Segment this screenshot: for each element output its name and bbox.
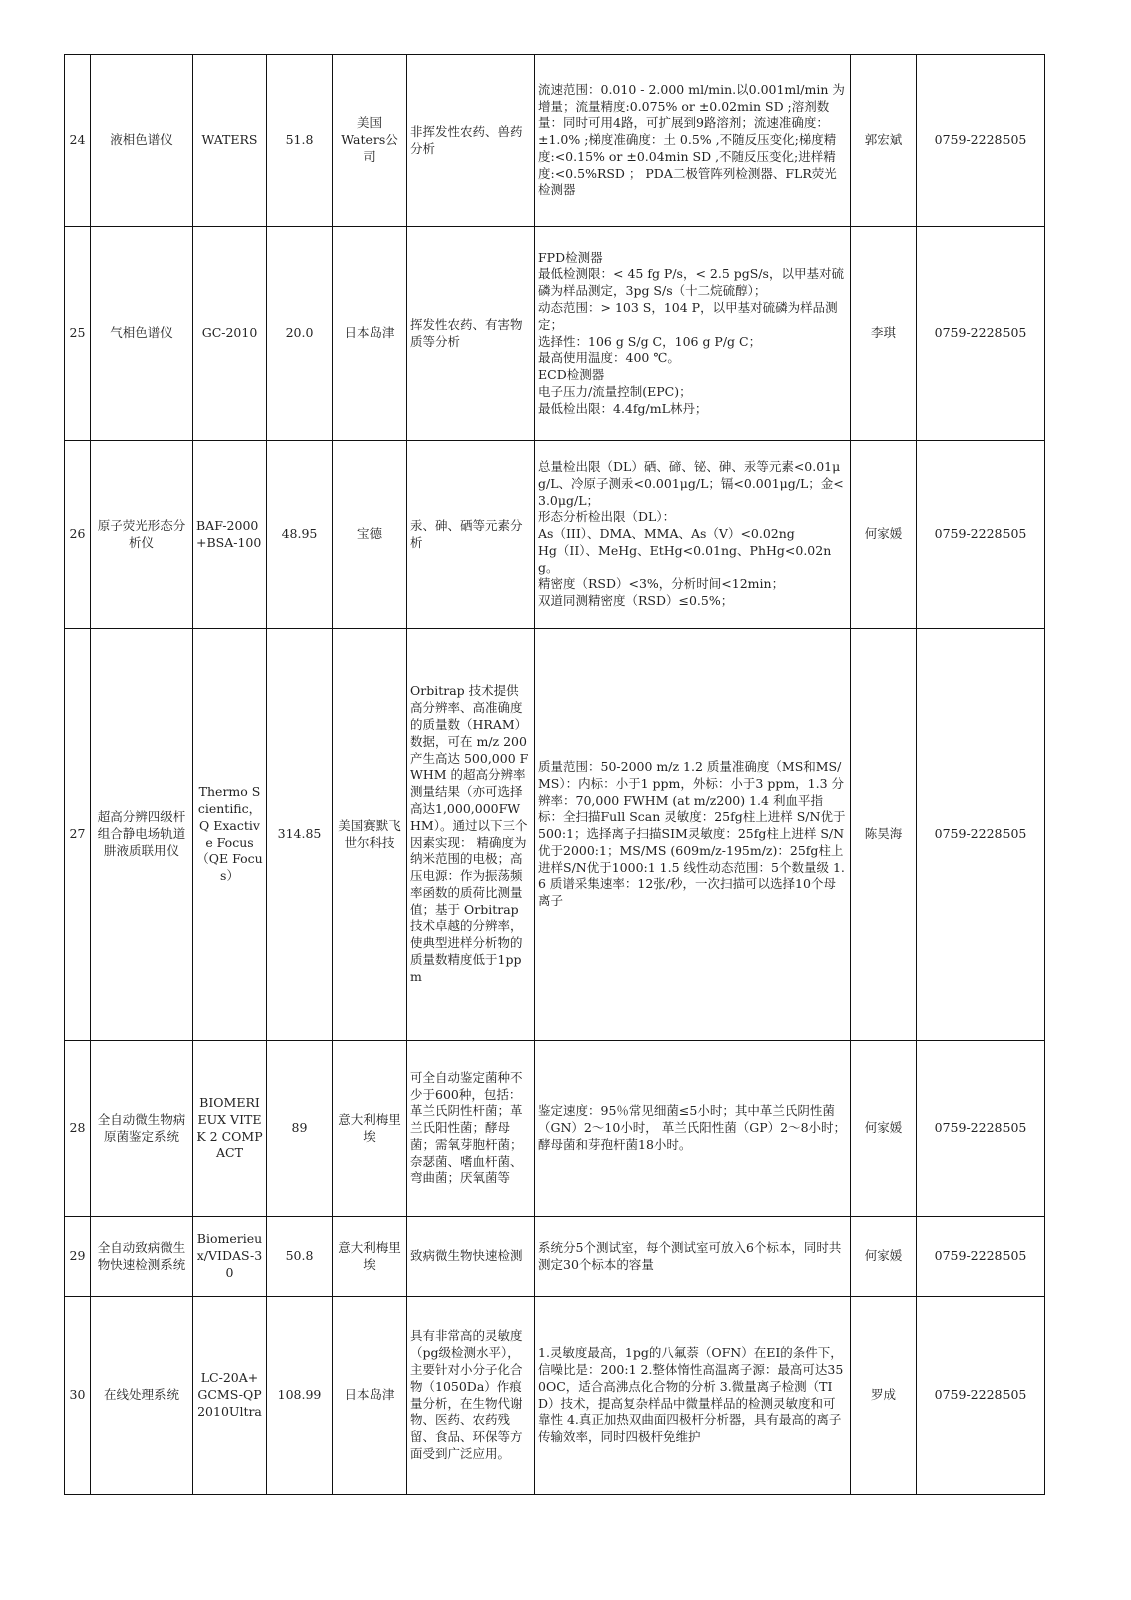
- instrument-use: 致病微生物快速检测: [407, 1217, 535, 1297]
- instrument-price: 50.8: [267, 1217, 333, 1297]
- instrument-use: 挥发性农药、有害物质等分析: [407, 227, 535, 441]
- instrument-maker: 日本岛津: [333, 1297, 407, 1495]
- instrument-model: BIOMERIEUX VITEK 2 COMPACT: [193, 1041, 267, 1217]
- instrument-name: 液相色谱仪: [91, 55, 193, 227]
- instrument-model: BAF-2000+BSA-100: [193, 441, 267, 629]
- contact-phone: 0759-2228505: [917, 441, 1045, 629]
- row-number: 26: [65, 441, 91, 629]
- contact-person: 罗成: [851, 1297, 917, 1495]
- row-number: 24: [65, 55, 91, 227]
- table-row: [65, 227, 1045, 441]
- contact-person: 李琪: [851, 227, 917, 441]
- equipment-table: [64, 54, 1045, 1495]
- contact-person: 何家媛: [851, 441, 917, 629]
- instrument-spec: 鉴定速度：95％常见细菌≤5小时；其中革兰氏阴性菌（GN）2～10小时， 革兰氏阳性菌（GP）2～8小时；酵母菌和芽孢杆菌18小时。: [535, 1041, 851, 1217]
- instrument-name: 气相色谱仪: [91, 227, 193, 441]
- instrument-use: Orbitrap 技术提供高分辨率、高准确度的质量数（HRAM）数据，可在 m/z 200 产生高达 500,000 FWHM 的超高分辨率测量结果（亦可选择高达1,000,000FWHM）。通过以下三个因素实现： 精确度为纳米范围的电极；高压电源：作为振荡频率函数的质荷比测量值；基于 Orbitrap 技术卓越的分辨率，使典型进样分析物的质量数精度低于1ppm: [407, 629, 535, 1041]
- table-row: [65, 1217, 1045, 1297]
- instrument-spec: 质量范围：50-2000 m/z 1.2 质量准确度（MS和MS/MS）：内标：小于1 ppm，外标：小于3 ppm，1.3 分辨率：70,000 FWHM (at m/z200) 1.4 利血平指标：全扫描Full Scan 灵敏度：25fg柱上进样 S/N优于500:1；选择离子扫描SIM灵敏度：25fg柱上进样 S/N优于2000:1；MS/MS (609m/z-195m/z)：25fg柱上进样S/N优于1000:1 1.5 线性动态范围：5个数量级 1.6 质谱采集速率：12张/秒，一次扫描可以选择10个母离子: [535, 629, 851, 1041]
- row-number: 30: [65, 1297, 91, 1495]
- instrument-maker: 意大利梅里埃: [333, 1217, 407, 1297]
- table-row: [65, 55, 1045, 227]
- table-row: [65, 1297, 1045, 1495]
- instrument-price: 314.85: [267, 629, 333, 1041]
- contact-person: 陈昊海: [851, 629, 917, 1041]
- instrument-price: 20.0: [267, 227, 333, 441]
- instrument-model: Biomerieux/VIDAS-30: [193, 1217, 267, 1297]
- contact-phone: 0759-2228505: [917, 227, 1045, 441]
- instrument-maker: 意大利梅里埃: [333, 1041, 407, 1217]
- contact-phone: 0759-2228505: [917, 1297, 1045, 1495]
- instrument-model: Thermo Scientific，Q Exactive Focus（QE Focus）: [193, 629, 267, 1041]
- instrument-use: 非挥发性农药、兽药分析: [407, 55, 535, 227]
- instrument-model: GC-2010: [193, 227, 267, 441]
- contact-person: 郭宏斌: [851, 55, 917, 227]
- instrument-name: 全自动微生物病原菌鉴定系统: [91, 1041, 193, 1217]
- instrument-maker: 美国赛默飞世尔科技: [333, 629, 407, 1041]
- instrument-name: 原子荧光形态分析仪: [91, 441, 193, 629]
- row-number: 29: [65, 1217, 91, 1297]
- contact-phone: 0759-2228505: [917, 629, 1045, 1041]
- instrument-price: 51.8: [267, 55, 333, 227]
- contact-person: 何家媛: [851, 1041, 917, 1217]
- instrument-spec: 1.灵敏度最高，1pg的八氟萘（OFN）在EI的条件下，信噪比是：200:1 2.整体惰性高温离子源：最高可达350OC，适合高沸点化合物的分析 3.微量离子检测（TID）技术，提高复杂样品中微量样品的检测灵敏度和可靠性 4.真正加热双曲面四极杆分析器，具有最高的离子传输效率，同时四极杆免维护: [535, 1297, 851, 1495]
- instrument-maker: 宝德: [333, 441, 407, 629]
- instrument-name: 全自动致病微生物快速检测系统: [91, 1217, 193, 1297]
- instrument-maker: 日本岛津: [333, 227, 407, 441]
- instrument-maker: 美国 Waters公 司: [333, 55, 407, 227]
- instrument-spec: 流速范围：0.010 - 2.000 ml/min.以0.001ml/min 为增量；流量精度:0.075% or ±0.02min SD ;溶剂数量：同时可用4路，可扩展到9路溶剂；流速准确度：±1.0% ;梯度准确度：土 0.5% ,不随反压变化;梯度精度:<0.15% or ±0.04min SD ,不随反压变化;进样精度:<0.5%RSD ； PDA二极管阵列检测器、FLR荧光检测器: [535, 55, 851, 227]
- contact-phone: 0759-2228505: [917, 55, 1045, 227]
- instrument-use: 具有非常高的灵敏度（pg级检测水平），主要针对小分子化合物（1050Da）作痕量分析，在生物代谢物、医药、农药残留、食品、环保等方面受到广泛应用。: [407, 1297, 535, 1495]
- instrument-price: 89: [267, 1041, 333, 1217]
- instrument-use: 可全自动鉴定菌种不少于600种，包括：革兰氏阴性杆菌；革兰氏阳性菌；酵母菌；需氧芽胞杆菌；奈瑟菌、嗜血杆菌、弯曲菌；厌氧菌等: [407, 1041, 535, 1217]
- row-number: 25: [65, 227, 91, 441]
- instrument-price: 48.95: [267, 441, 333, 629]
- instrument-name: 超高分辨四级杆组合静电场轨道肼液质联用仪: [91, 629, 193, 1041]
- table-row: [65, 441, 1045, 629]
- contact-person: 何家媛: [851, 1217, 917, 1297]
- instrument-price: 108.99: [267, 1297, 333, 1495]
- instrument-spec: 系统分5个测试室，每个测试室可放入6个标本，同时共测定30个标本的容量: [535, 1217, 851, 1297]
- instrument-use: 汞、砷、硒等元素分析: [407, 441, 535, 629]
- instrument-name: 在线处理系统: [91, 1297, 193, 1495]
- instrument-spec: 总量检出限（DL）硒、碲、铋、砷、汞等元素<0.01μg/L、冷原子测汞<0.001μg/L；镉<0.001μg/L；金<3.0μg/L； 形态分析检出限（DL）： As（III）、DMA、MMA、As（V）<0.02ng Hg（II）、MeHg、EtHg<0.01ng、PhHg<0.02ng。 精密度（RSD）<3%，分析时间<12min； 双道同测精密度（RSD）≤0.5%；: [535, 441, 851, 629]
- table-row: [65, 1041, 1045, 1217]
- instrument-spec: FPD检测器 最低检测限：< 45 fg P/s，< 2.5 pgS/s，以甲基对硫磷为样品测定，3pg S/s（十二烷硫醇）； 动态范围：> 103 S，104 P，以甲基对硫磷为样品测定； 选择性：106 g S/g C，106 g P/g C； 最高使用温度：400 ℃。 ECD检测器 电子压力/流量控制(EPC)； 最低检出限：4.4fg/mL林丹；: [535, 227, 851, 441]
- row-number: 27: [65, 629, 91, 1041]
- row-number: 28: [65, 1041, 91, 1217]
- instrument-model: WATERS: [193, 55, 267, 227]
- contact-phone: 0759-2228505: [917, 1217, 1045, 1297]
- contact-phone: 0759-2228505: [917, 1041, 1045, 1217]
- instrument-model: LC-20A+GCMS-QP2010Ultra: [193, 1297, 267, 1495]
- table-row: [65, 629, 1045, 1041]
